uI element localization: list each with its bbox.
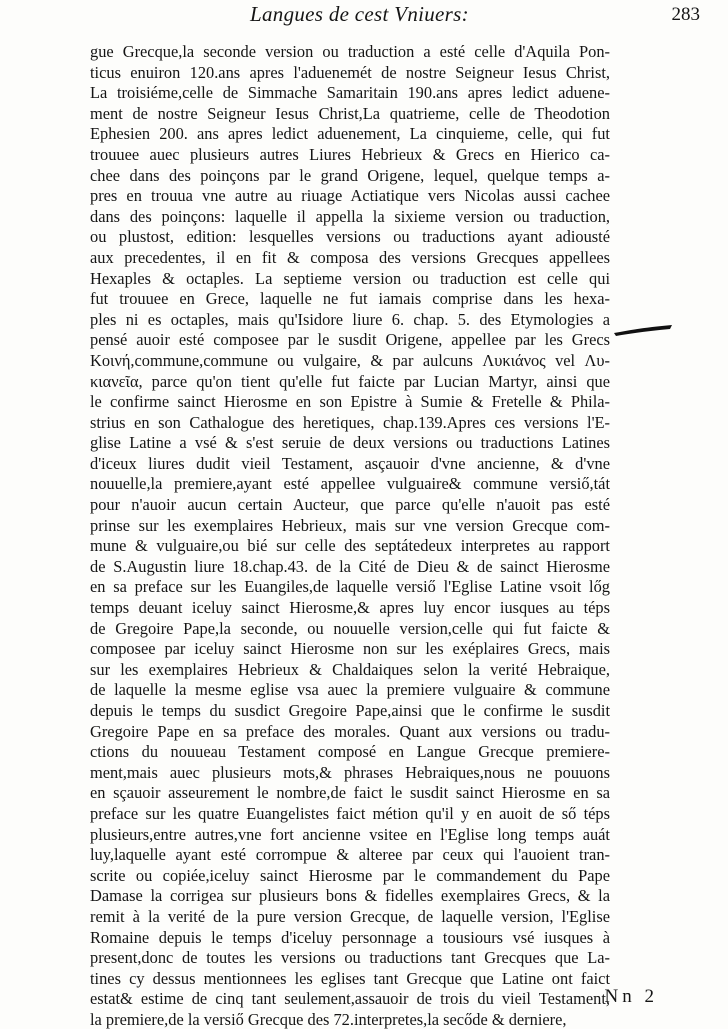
text-line: present,donc de toutes les versions ou traductions tant Grecques que La- [90,948,610,968]
text-line: depuis le temps du susdict Gregoire Pape,ainsi que le confirme le susdit [90,701,610,720]
text-line: Hexaples & octaples. La septieme version ou traduction est celle qui [90,268,610,288]
text-line: Romaine depuis le temps d'iceluy personnage a tousiours vsé iusques à [90,927,610,947]
text-line: preface sur les quatre Euangelistes faict métion qu'il y en auoit de ső téps [90,803,610,823]
ink-stroke-mark [612,322,674,338]
text-line: dans des poinçons: laquelle il appella la sixieme version ou traduction, [90,206,610,226]
text-line: de S.Augustin liure 18.chap.43. de la Cité de Dieu & de sainct Hierosme [90,556,610,576]
text-line: ticus enuiron 120.ans apres l'aduenemét de nostre Seigneur Iesus Christ, [90,62,610,82]
text-line: mune & vulguaire,ou bié sur celle des septátedeux interpretes au rapport [90,536,610,556]
text-line: La troisiéme,celle de Simmache Samaritain 190.ans apres ledict aduene- [90,83,610,103]
text-line: trouuee auec plusieurs autres Liures Hebrieux & Grecs en Hierico ca- [90,144,610,164]
text-line: pres en trouua vne autre au riuage Actiatique vers Nicolas aussi cachee [90,186,610,206]
text-line: strius en son Cathalogue des heretiques, chap.139.Apres ces versions l'E- [90,412,610,432]
text-line: ples ni es octaples, mais qu'Isidore liure 6. chap. 5. des Etymologies a [90,309,610,329]
text-line: Gregoire Pape en sa preface des morales. Quant aux versions ou tradu- [90,721,610,741]
text-line: ment de nostre Seigneur Iesus Christ,La quatrieme, celle de Theodotion [90,103,610,123]
text-line: pour n'auoir aucun certain Aucteur, que parce qu'elle n'auoit pas esté [90,495,610,515]
text-line: le confirme sainct Hierosme en son Epistre à Sumie & Fretelle & Phila- [90,392,610,412]
running-title: Langues de cest Vniuers: [250,2,469,26]
text-line: composee par iceluy sainct Hierosme non sur les exéplaires Grecs, mais [90,639,610,659]
text-line: gue Grecque,la seconde version ou traduction a esté celle d'Aquila Pon- [90,42,610,61]
text-line: glise Latine a vsé & s'est seruie de deux versions ou traductions Latines [90,433,610,453]
text-line: en sçauoir asseurement le nombre,de faict le susdit sainct Hierosme en sa [90,783,610,803]
text-line: chee dans des poinçons par le grand Origene, lequel, quelque temps a- [90,165,610,185]
text-line: aux precedentes, il en fit & composa des versions Grecques appellees [90,247,610,267]
text-line: fut trouuee en Grece, laquelle ne fut iamais comprise dans les hexa- [90,289,610,309]
signature-mark: Nn 2 [604,986,658,1007]
text-line: sur les exemplaires Hebrieux & Chaldaiques selon la verité Hebraique, [90,659,610,679]
text-line: luy,laquelle ayant esté corrompue & alteree par ceux qui l'auoient tran- [90,845,610,865]
text-line: temps deuant iceluy sainct Hierosme,& apres luy encor iusques au téps [90,598,610,618]
text-line: de laquelle la mesme eglise vsa auec la premiere vulguaire & commune [90,680,610,700]
text-line: κιανεῖα, parce qu'on tient qu'elle fut faicte par Lucian Martyr, ainsi que [90,371,610,391]
text-line: scrite ou copiée,iceluy sainct Hierosme par le commandement du Pape [90,865,610,885]
text-line: de Gregoire Pape,la seconde, ou nouuelle version,celle qui fut faicte & [90,618,610,638]
text-line: ou plustost, edition: lesquelles versions ou traductions ayant adiousté [90,227,610,247]
text-line: ment,mais auec plusieurs mots,& phrases Hebraiques,nous ne pouuons [90,762,610,782]
text-line: pensé auoir esté composee par le susdit Origene, appellee par les Grecs [90,330,610,350]
text-line: estat& estime de cinq tant seulement,assauoir de trois du vieil Testament, [90,989,610,1009]
text-line: ctions du nouueau Testament composé en Langue Grecque premiere- [90,742,610,762]
text-line: nouuelle,la premiere,ayant esté appellee vulguaire& commune versiő,tát [90,474,610,494]
text-line: remit à la verité de la pure version Grecque, de laquelle version, l'Eglise [90,906,610,926]
text-line: Ephesien 200. ans apres ledict aduenement, La cinquieme, celle, qui fut [90,124,610,144]
body-text [90,42,610,1029]
text-line: d'iceux liures dudit vieil Testament, asçauoir d'vne ancienne, & d'vne [90,453,610,473]
text-line: tines cy dessus mentionnees les eglises tant Grecque que Latine ont faict [90,968,610,988]
text-line: en sa preface sur les Euangiles,de laquelle versiő l'Eglise Latine vsoit lőg [90,577,610,597]
text-line: Κοινή,commune,commune ou vulgaire, & par aulcuns Λυκιάνος vel Λυ- [90,350,610,370]
text-line: Damase la corrigea sur plusieurs bons & fidelles exemplaires Grecs, & la [90,886,610,906]
text-line: prinse sur les exemplaires Hebrieux, mais sur vne version Grecque com- [90,515,610,535]
page-number: 283 [671,4,700,25]
text-line: plusieurs,entre autres,vne fort ancienne vsitee en l'Eglise long temps auát [90,824,610,844]
text-line: la premiere,de la versiő Grecque des 72.interpretes,la secőde & derniere, [90,1009,567,1029]
